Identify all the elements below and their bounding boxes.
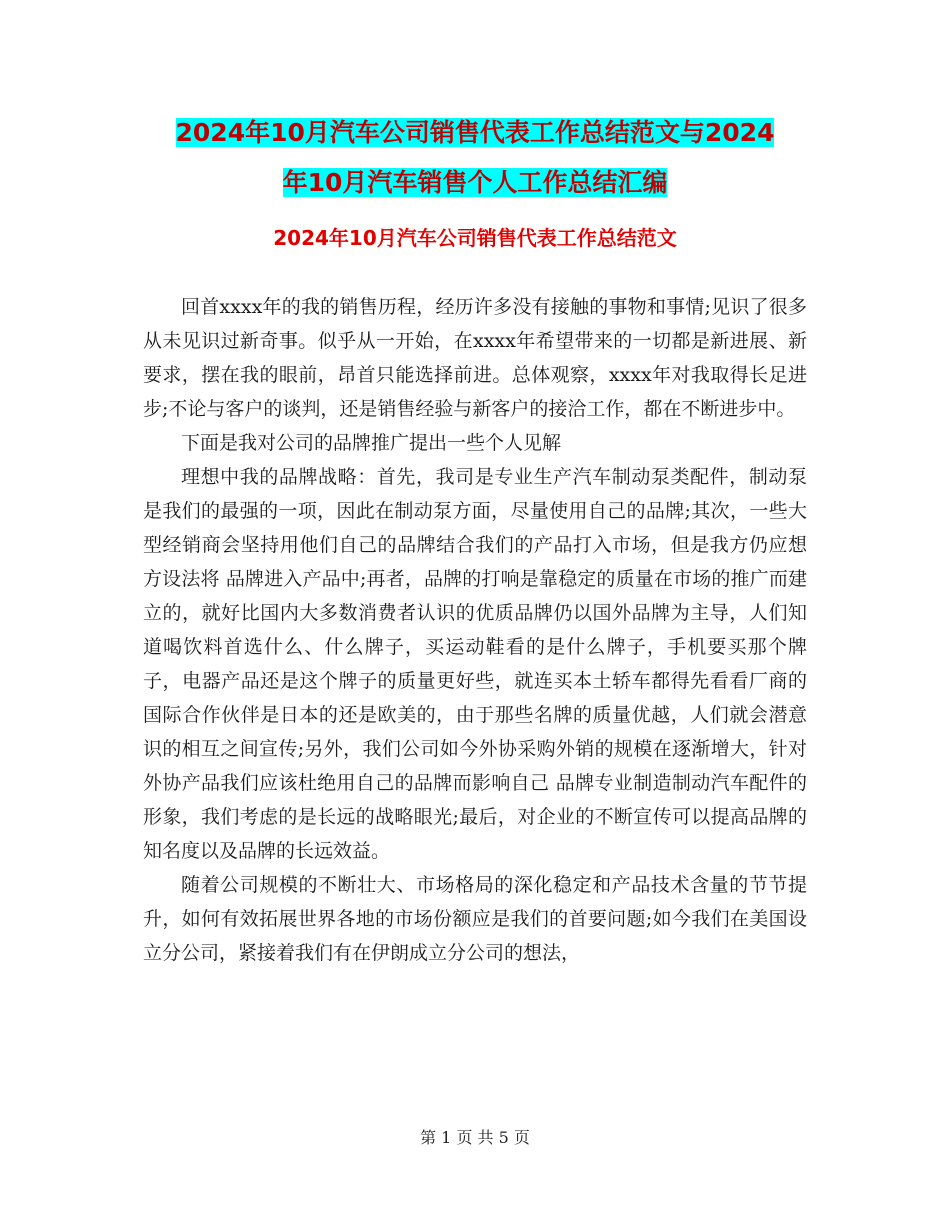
paragraph-intro: 下面是我对公司的品牌推广提出一些个人见解 [181,432,562,454]
paragraph-market-expansion: 随着公司规模的不断壮大、市场格局的深化稳定和产品技术含量的节节提升，如何有效拓展世界各地的市场份额应是我们的首要问题;如今我们在美国设立分公司，紧接着我们有在伊朗成立分公司的想法， [143,874,807,964]
title-line-2: 年10月汽车销售个人工作总结汇编 [282,168,668,197]
paragraph-brand-strategy: 理想中我的品牌战略：首先，我司是专业生产汽车制动泵类配件，制动泵是我们的最强的一项，因此在制动泵方面，尽量使用自己的品牌;其次，一些大型经销商会坚持用他们自己的品牌结合我们的产品打入市场，但是我方仍应想方设法将 品牌进入产品中;再者，品牌的打响是靠稳定的质量在市场的推广而建立的，就好比国内大多数消费者认识的优质品牌仍以国外品牌为主导，人们知道喝饮料首选什么、什么牌子，买运动鞋看的是什么牌子，手机要买那个牌子，电器产品还是这个牌子的质量更好些，就连买本土轿车都得先看看厂商的国际合作伙伴是日本的还是欧美的，由于那些名牌的质量优越，人们就会潜意识的相互之间宣传;另外，我们公司如今外协采购外销的规模在逐渐增大，针对外协产品我们应该杜绝用自己的品牌而影响自己 品牌专业制造制动汽车配件的形象，我们考虑的是长远的战略眼光;最后，对企业的不断宣传可以提高品牌的知名度以及品牌的长远效益。 [143,466,807,862]
document-title [140,108,810,208]
page-footer: 第 1 页 共 5 页 [420,1128,530,1147]
title-line-1: 2024年10月汽车公司销售代表工作总结范文与2024 [175,118,775,147]
section-heading: 2024年10月汽车公司销售代表工作总结范文 [273,226,677,250]
document-body [143,290,807,970]
paragraph-review: 回首xxxx年的我的销售历程，经历许多没有接触的事物和事情;见识了很多从未见识过新奇事。似乎从一开始，在xxxx年希望带来的一切都是新进展、新要求，摆在我的眼前，昂首只能选择前进。总体观察，xxxx年对我取得长足进步;不论与客户的谈判，还是销售经验与新客户的接洽工作，都在不断进步中。 [143,296,807,420]
